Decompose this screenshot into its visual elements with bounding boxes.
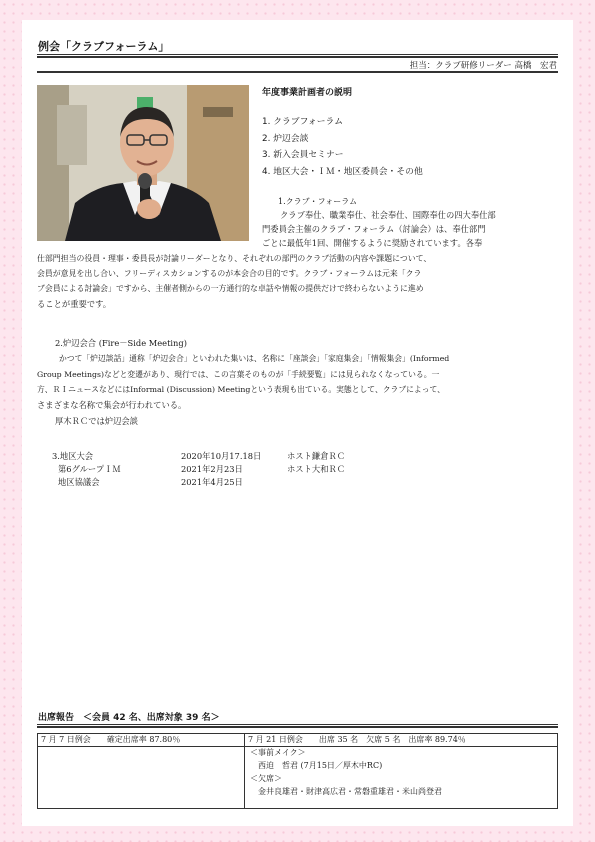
speaker-photo	[37, 85, 249, 241]
forum-line: ブ会員による討論会」ですから、主催者側からの一方通行的な卓話や情報の提供だけで終わらないように進め	[37, 284, 424, 293]
event-note: ホスト鎌倉ＲＣ	[287, 451, 346, 461]
agenda-list	[262, 114, 423, 180]
forum-line: 仕部門担当の役員・理事・委員長が討論リーダーとなり、それぞれの部門のクラブ活動の内容や課題について、	[37, 254, 432, 263]
forum-line: クラブ奉仕、職業奉仕、社会奉仕、国際奉仕の四大奉仕部	[280, 210, 496, 220]
forum-line: 門委員会主催のクラブ・フォーラム（討論会）は、奉仕部門	[262, 224, 486, 234]
makeup-member: 西迫 哲君 (7月15日／厚木中RC)	[258, 761, 383, 770]
forum-line: ることが重要です。	[37, 299, 112, 309]
agenda-item: 3. 新入会員セミナー	[262, 150, 344, 160]
byline-rule	[37, 71, 558, 73]
makeup-label: ＜事前メイク＞	[250, 748, 306, 757]
agenda-item: 2. 炉辺会談	[262, 133, 309, 144]
title-rule-thin	[37, 54, 558, 55]
page	[22, 20, 573, 826]
attendance-rule-thin	[37, 724, 558, 725]
fireside-line: Group Meetings)などと変遷があり、現行では、この言葉そのものが「手続要覧」には見られなくなっている。一	[37, 370, 440, 379]
agenda-item: 1. クラブフォーラム	[262, 117, 344, 127]
title-rule-thick	[37, 56, 558, 58]
event-name: 3.地区大会	[52, 451, 94, 461]
absent-label: ＜欠席＞	[250, 774, 282, 783]
attendance-rule-thick	[37, 726, 558, 728]
left-meeting-header: 7 月 7 日例会 確定出席率 87.80％	[41, 735, 181, 744]
event-date: 2021年2月23日	[181, 464, 243, 474]
agenda-item: 4. 地区大会・ＩＭ・地区委員会・その他	[262, 166, 423, 177]
absent-members: 金井良雄君・財津高広君・常磐重雄君・米山尚登君	[258, 787, 442, 796]
event-date: 2020年10月17.18日	[181, 451, 262, 461]
fireside-line: さまざまな名称で集会が行われている。	[37, 400, 187, 410]
forum-title: 1.クラブ・フォーラム	[278, 197, 358, 206]
fireside-line: かつて「炉辺談話」通称「炉辺会合」といわれた集いは、名称に「座談会」「家庭集会」「情報集会」(Informed	[59, 354, 450, 363]
forum-line: ごとに最低年1回、開催するように奨励されています。各奉	[262, 238, 483, 248]
fireside-line: 厚木ＲＣでは炉辺会談	[55, 416, 138, 426]
fireside-title: 2.炉辺会合 (Fire－Side Meeting)	[55, 338, 187, 348]
event-date: 2021年4月25日	[181, 477, 243, 487]
forum-line: 会員が意見を出し合い、フリーディスカションするのが本会合の目的です。クラブ・フォーラムは元来「クラ	[37, 269, 422, 278]
attendance-table	[37, 733, 558, 809]
presenter-byline: 担当：クラブ研修リーダー 高橋 宏君	[409, 61, 557, 71]
event-name: 第6グループＩＭ	[58, 464, 121, 474]
section-heading: 年度事業計画者の説明	[262, 88, 353, 98]
fireside-line: 方、ＲＩニュースなどにはInformal (Discussion) Meetingという表現も出ている。実態として、クラブによって、	[37, 385, 445, 394]
attendance-heading: 出席報告 ＜会員 42 名、出席対象 39 名＞	[38, 713, 220, 723]
page-title: 例会「クラブフォーラム」	[38, 40, 170, 53]
event-name: 地区協議会	[58, 477, 100, 487]
right-meeting-header: 7 月 21 日例会 出席 35 名 欠席 5 名 出席率 89.74％	[248, 735, 466, 744]
event-note: ホスト大和ＲＣ	[287, 464, 346, 474]
